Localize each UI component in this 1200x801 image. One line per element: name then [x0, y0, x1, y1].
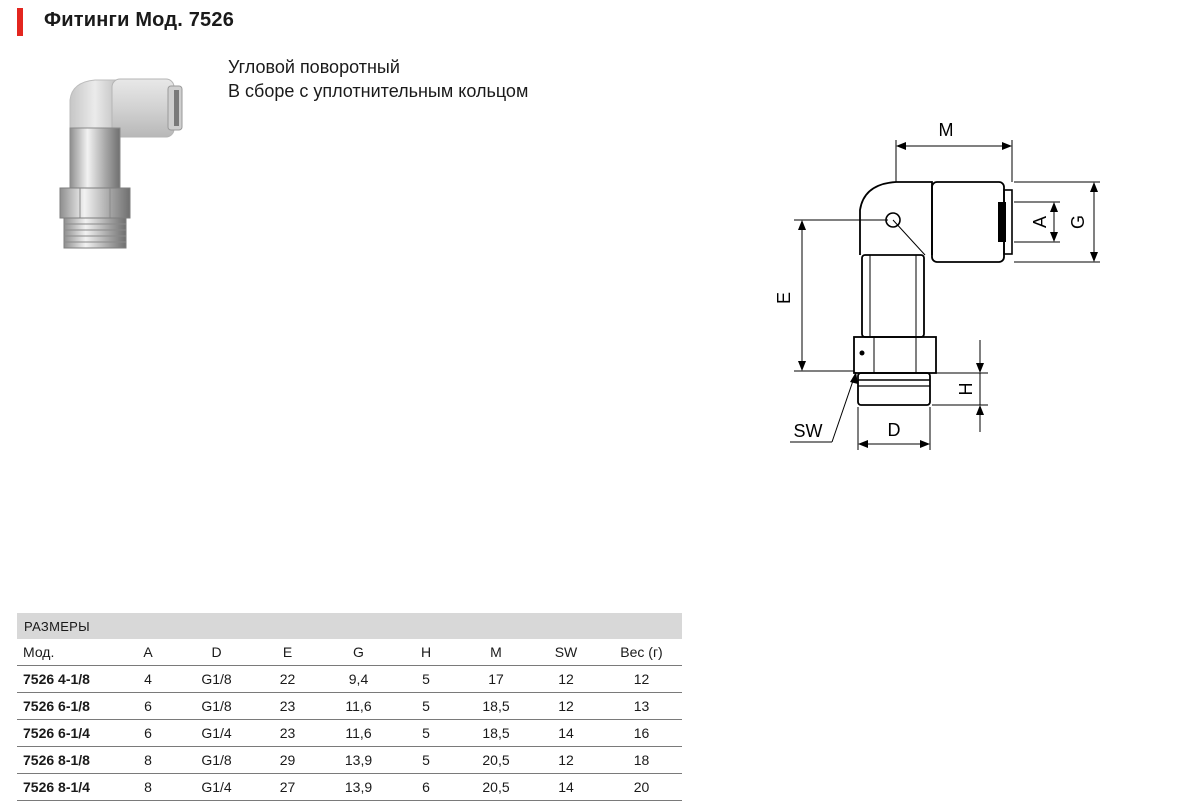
table-cell: 14	[531, 720, 601, 747]
table-cell: 20	[601, 774, 682, 801]
table-cell: 12	[531, 747, 601, 774]
column-header: G	[326, 639, 391, 666]
table-cell-model: 7526 8-1/8	[17, 747, 112, 774]
table-cell: G1/8	[184, 747, 249, 774]
table-cell: 6	[112, 693, 184, 720]
dim-label-d: D	[887, 420, 901, 440]
column-header: Мод.	[17, 639, 112, 666]
table-cell: 8	[112, 747, 184, 774]
table-cell: 23	[249, 693, 326, 720]
technical-drawing	[760, 110, 1180, 460]
table-cell: G1/8	[184, 693, 249, 720]
dim-label-m: M	[938, 120, 954, 140]
table-cell: 12	[531, 666, 601, 693]
table-row	[17, 720, 682, 747]
table-row	[17, 666, 682, 693]
table-cell: 5	[391, 693, 461, 720]
table-cell: G1/4	[184, 720, 249, 747]
page-title: Фитинги Мод. 7526	[44, 9, 235, 31]
table-cell: 18,5	[461, 720, 531, 747]
table-header-row	[17, 639, 682, 666]
table-cell: G1/4	[184, 774, 249, 801]
table-cell: 13,9	[326, 747, 391, 774]
table-row	[17, 774, 682, 801]
column-header: H	[391, 639, 461, 666]
table-cell: 14	[531, 774, 601, 801]
table-cell: 12	[531, 693, 601, 720]
dim-label-e: E	[774, 291, 794, 305]
column-header: SW	[531, 639, 601, 666]
dim-label-sw: SW	[793, 421, 823, 441]
table-cell: 17	[461, 666, 531, 693]
table-cell: 6	[112, 720, 184, 747]
table-cell: 9,4	[326, 666, 391, 693]
dim-label-h: H	[956, 382, 976, 396]
fitting-photo	[50, 70, 200, 260]
table-cell: 13	[601, 693, 682, 720]
dimensions-table	[17, 639, 682, 801]
table-cell: 5	[391, 666, 461, 693]
table-cell: 11,6	[326, 720, 391, 747]
description-line-1: Угловой поворотный	[228, 57, 400, 77]
table-cell: 20,5	[461, 774, 531, 801]
table-cell-model: 7526 6-1/4	[17, 720, 112, 747]
column-header: A	[112, 639, 184, 666]
table-cell: 20,5	[461, 747, 531, 774]
title-accent-bar	[17, 8, 23, 36]
product-description	[228, 55, 528, 103]
dim-label-g: G	[1068, 214, 1088, 230]
table-cell: 13,9	[326, 774, 391, 801]
table-cell: 27	[249, 774, 326, 801]
table-cell: 5	[391, 747, 461, 774]
section-header: РАЗМЕРЫ	[17, 613, 682, 639]
table-cell: G1/8	[184, 666, 249, 693]
table-cell-model: 7526 6-1/8	[17, 693, 112, 720]
table-cell: 23	[249, 720, 326, 747]
column-header: Вес (г)	[601, 639, 682, 666]
column-header: D	[184, 639, 249, 666]
column-header: E	[249, 639, 326, 666]
table-cell: 8	[112, 774, 184, 801]
table-cell-model: 7526 8-1/4	[17, 774, 112, 801]
dimensions-table-section	[17, 613, 682, 801]
table-cell: 4	[112, 666, 184, 693]
dim-label-a: A	[1030, 215, 1050, 229]
column-header: M	[461, 639, 531, 666]
table-row	[17, 693, 682, 720]
table-cell: 18	[601, 747, 682, 774]
table-cell: 16	[601, 720, 682, 747]
table-row	[17, 747, 682, 774]
description-line-2: В сборе с уплотнительным кольцом	[228, 81, 529, 101]
table-cell: 6	[391, 774, 461, 801]
table-cell: 29	[249, 747, 326, 774]
table-cell: 12	[601, 666, 682, 693]
table-cell: 18,5	[461, 693, 531, 720]
table-cell: 5	[391, 720, 461, 747]
table-cell: 22	[249, 666, 326, 693]
table-cell-model: 7526 4-1/8	[17, 666, 112, 693]
table-cell: 11,6	[326, 693, 391, 720]
